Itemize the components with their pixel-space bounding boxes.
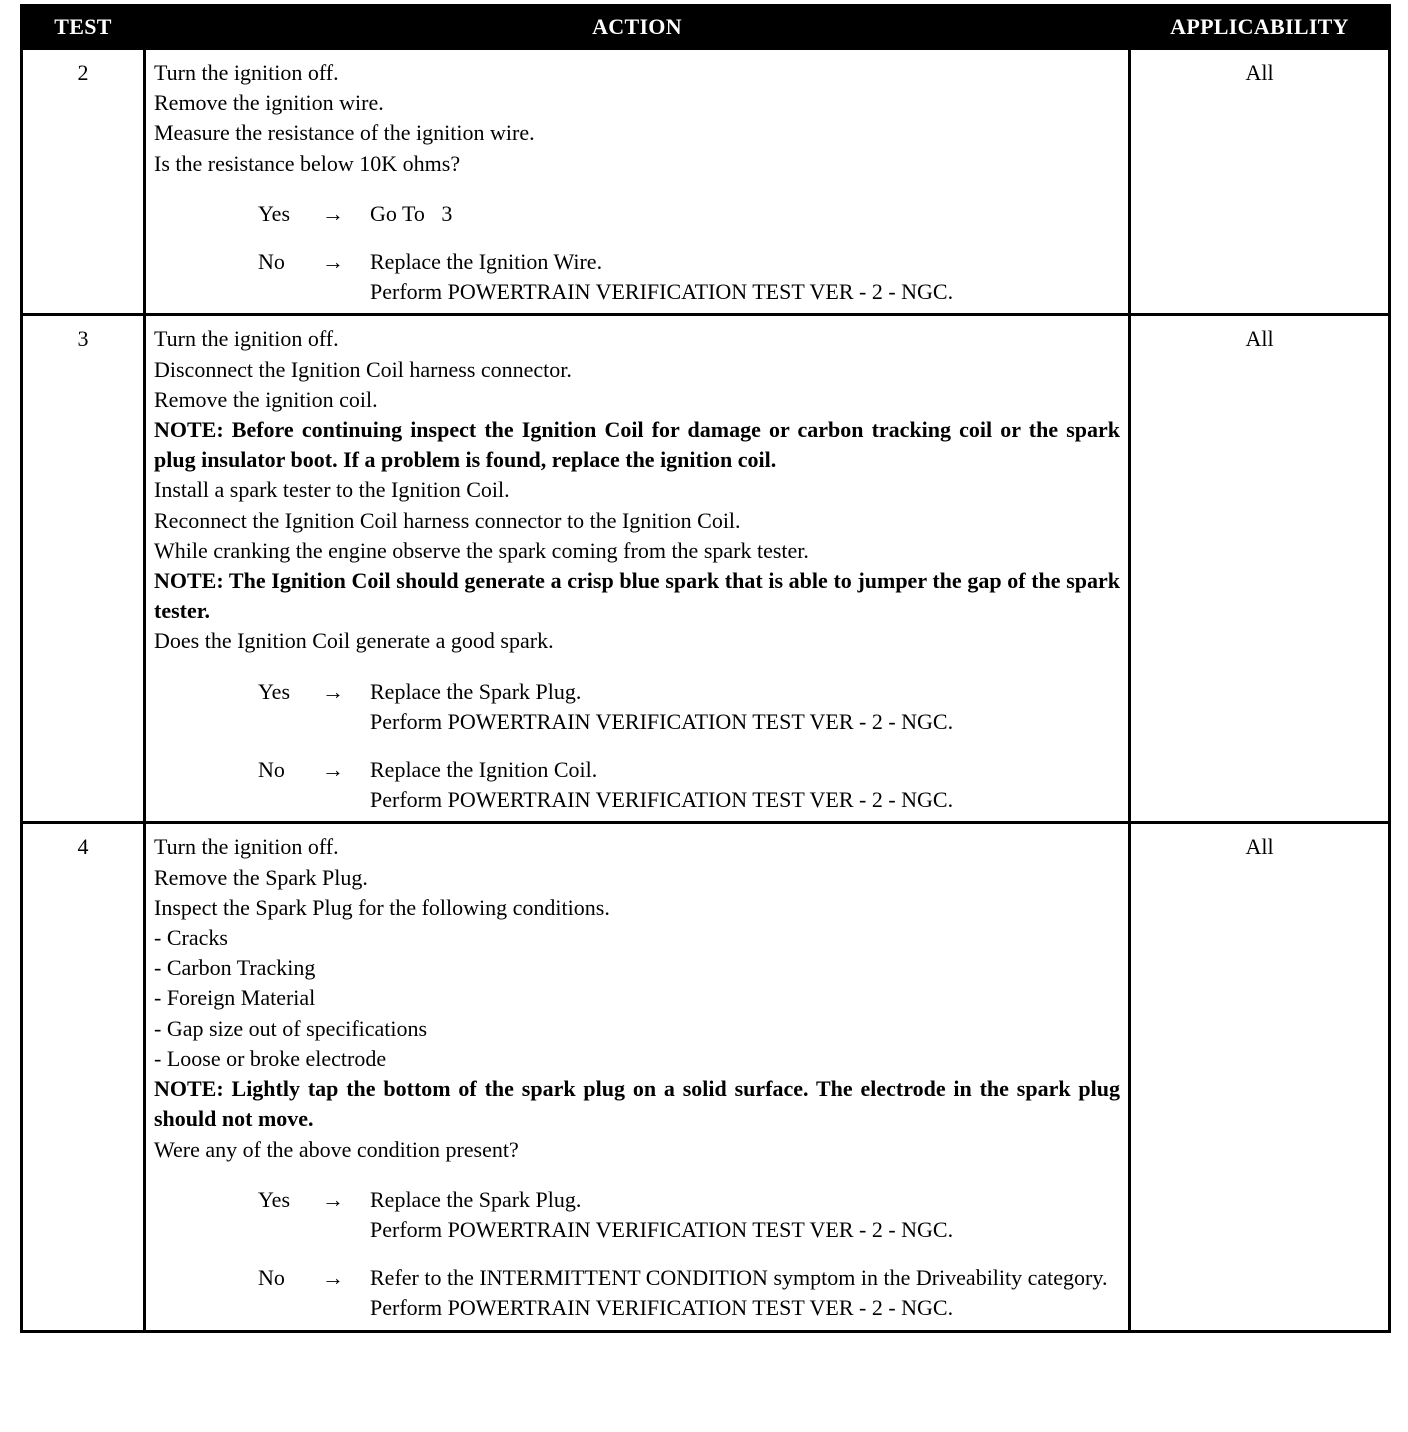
right-arrow-icon: → — [322, 757, 344, 783]
action-step: Turn the ignition off. — [154, 834, 339, 860]
applicability-value: All — [1130, 315, 1390, 823]
action-cell — [145, 315, 1130, 823]
no-branch — [258, 1263, 1120, 1323]
no-branch — [258, 247, 1120, 307]
action-step: Reconnect the Ignition Coil harness connector to the Ignition Coil. — [154, 507, 741, 533]
action-step: Remove the ignition coil. — [154, 386, 378, 412]
condition-item: - Gap size out of specifications — [154, 1015, 428, 1041]
yes-branch — [258, 1185, 1120, 1245]
no-result: Replace the Ignition Wire. Perform POWERTRAIN VERIFICATION TEST VER - 2 - NGC. — [370, 249, 954, 305]
yes-branch — [258, 677, 1120, 737]
yes-result: Replace the Spark Plug. Perform POWERTRAIN VERIFICATION TEST VER - 2 - NGC. — [370, 1186, 954, 1242]
test-number: 4 — [22, 823, 145, 1331]
action-step: Measure the resistance of the ignition wire. — [154, 120, 535, 146]
right-arrow-icon: → — [322, 1265, 344, 1291]
action-note: NOTE: The Ignition Coil should generate a crisp blue spark that is able to jumper the gap of the spark tester. — [154, 568, 1120, 624]
table-row-test-2 — [22, 49, 1390, 315]
right-arrow-icon: → — [322, 678, 344, 704]
yes-label: Yes — [258, 1186, 291, 1212]
action-note: NOTE: Lightly tap the bottom of the spark plug on a solid surface. The electrode in the spark plug should not move. — [154, 1076, 1120, 1132]
diagnostic-test-table — [20, 4, 1391, 1333]
right-arrow-icon: → — [322, 1186, 344, 1212]
action-question: Is the resistance below 10K ohms? — [154, 150, 461, 176]
action-step: Inspect the Spark Plug for the following conditions. — [154, 894, 610, 920]
action-cell — [145, 49, 1130, 315]
condition-item: - Foreign Material — [154, 985, 316, 1011]
header-applicability: APPLICABILITY — [1130, 6, 1390, 49]
no-result: Refer to the INTERMITTENT CONDITION symptom in the Driveability category. Perform POWERTRAIN VERIFICATION TEST VER - 2 - NGC. — [370, 1265, 1108, 1321]
action-step: Install a spark tester to the Ignition Coil. — [154, 477, 510, 503]
test-number: 2 — [22, 49, 145, 315]
condition-item: - Carbon Tracking — [154, 955, 316, 981]
right-arrow-icon: → — [322, 200, 344, 226]
no-result: Replace the Ignition Coil. Perform POWERTRAIN VERIFICATION TEST VER - 2 - NGC. — [370, 757, 954, 813]
right-arrow-icon: → — [322, 249, 344, 275]
action-cell — [145, 823, 1130, 1331]
action-step: Turn the ignition off. — [154, 326, 339, 352]
header-test: TEST — [22, 6, 145, 49]
yes-result: Go To 3 — [370, 200, 453, 226]
no-branch — [258, 755, 1120, 815]
no-label: No — [258, 249, 285, 275]
applicability-value: All — [1130, 823, 1390, 1331]
test-number: 3 — [22, 315, 145, 823]
yes-branch — [258, 199, 1120, 229]
applicability-value: All — [1130, 49, 1390, 315]
condition-item: - Loose or broke electrode — [154, 1045, 387, 1071]
action-step: Remove the ignition wire. — [154, 90, 384, 116]
action-step: Remove the Spark Plug. — [154, 864, 368, 890]
action-step: While cranking the engine observe the spark coming from the spark tester. — [154, 537, 809, 563]
action-note: NOTE: Before continuing inspect the Ignition Coil for damage or carbon tracking coil or the spark plug insulator boot. If a problem is found, replace the ignition coil. — [154, 417, 1120, 473]
no-label: No — [258, 757, 285, 783]
action-question: Were any of the above condition present? — [154, 1136, 519, 1162]
yes-label: Yes — [258, 200, 291, 226]
table-row-test-3 — [22, 315, 1390, 823]
yes-label: Yes — [258, 678, 291, 704]
action-step: Disconnect the Ignition Coil harness connector. — [154, 356, 572, 382]
header-action: ACTION — [145, 6, 1130, 49]
table-header-row — [22, 6, 1390, 49]
yes-result: Replace the Spark Plug. Perform POWERTRAIN VERIFICATION TEST VER - 2 - NGC. — [370, 678, 954, 734]
table-row-test-4 — [22, 823, 1390, 1331]
no-label: No — [258, 1265, 285, 1291]
action-step: Turn the ignition off. — [154, 60, 339, 85]
action-question: Does the Ignition Coil generate a good spark. — [154, 628, 554, 654]
condition-item: - Cracks — [154, 925, 228, 951]
